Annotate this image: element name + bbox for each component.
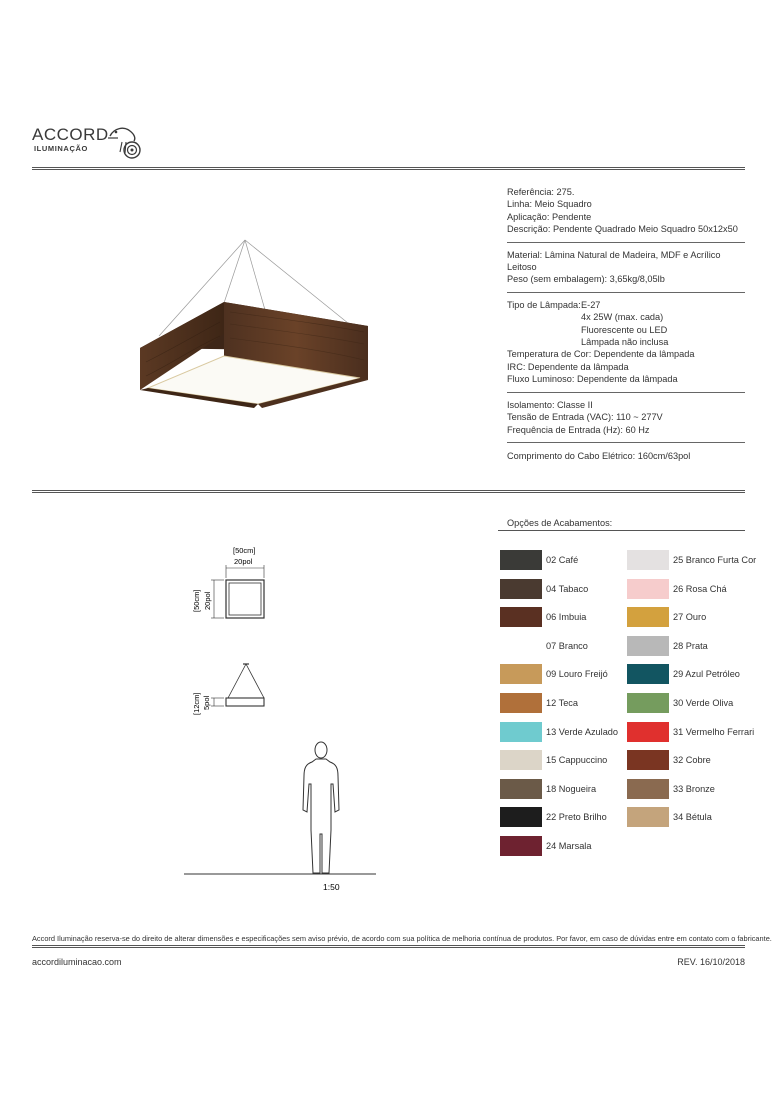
finish-swatch (500, 836, 542, 856)
human-scale-figure (303, 742, 339, 873)
spec-cabo: Comprimento do Cabo Elétrico: 160cm/63pol (507, 450, 691, 461)
finish-label: 12 Teca (546, 698, 579, 708)
finish-label: 15 Cappuccino (546, 755, 608, 765)
specifications (507, 186, 745, 462)
finishes-rule (498, 530, 745, 531)
finish-swatch (500, 693, 542, 713)
spec-tipo-lampada-label: Tipo de Lâmpada: (507, 299, 581, 310)
finish-swatch (627, 550, 669, 570)
dimension-diagrams (180, 540, 380, 900)
finish-label: 25 Branco Furta Cor (673, 555, 757, 565)
finish-label: 31 Vermelho Ferrari (673, 727, 755, 737)
finish-swatch (500, 579, 542, 599)
spec-referencia: Referência: 275. (507, 187, 575, 197)
pendant-lamp-image (134, 238, 374, 410)
footer-website: accordiluminacao.com (32, 957, 122, 967)
footer-revision: REV. 16/10/2018 (677, 957, 745, 967)
width-cm-label: [50cm] (233, 546, 256, 555)
finish-swatch (500, 636, 542, 656)
finish-label: 33 Bronze (673, 784, 715, 794)
section-rule (32, 490, 745, 493)
spec-lamp-type: Fluorescente ou LED (581, 324, 668, 335)
top-view-outer (226, 580, 264, 618)
finish-label: 29 Azul Petróleo (673, 669, 740, 679)
scale-label: 1:50 (323, 882, 340, 892)
finish-label: 26 Rosa Chá (673, 584, 727, 594)
finish-swatch (500, 722, 542, 742)
finish-label: 09 Louro Freijó (546, 669, 608, 679)
spec-lamp-power: 4x 25W (max. cada) (581, 312, 664, 323)
finish-label: 24 Marsala (546, 841, 592, 851)
finish-swatch (500, 807, 542, 827)
spec-identification (507, 186, 745, 243)
finish-label: 13 Verde Azulado (546, 727, 619, 737)
height-pol-label: 5pol (202, 695, 211, 710)
width-pol-label: 20pol (234, 557, 253, 566)
spec-tensao: Tensão de Entrada (VAC): 110 ~ 277V (507, 412, 663, 423)
spec-irc: IRC: Dependente da lâmpada (507, 361, 629, 372)
finish-label: 30 Verde Oliva (673, 698, 734, 708)
finish-swatch (627, 750, 669, 770)
spec-electrical-group (507, 399, 745, 443)
finish-swatch (627, 807, 669, 827)
footer-disclaimer: Accord Iluminação reserva-se do direito de alterar dimensões e especificações sem aviso prévio, de acordo com sua política de melhoria contínua de produtos. Por favor, em caso de dúvidas entre em contato com o fabricante. (32, 934, 772, 943)
depth-cm-label: [50cm] (192, 589, 201, 612)
spec-lamp-included: Lâmpada não inclusa (581, 337, 669, 348)
finish-swatch (627, 579, 669, 599)
spec-lamp-socket: E-27 (581, 299, 601, 310)
finish-swatch (627, 607, 669, 627)
finishes-title: Opções de Acabamentos: (507, 518, 613, 528)
finish-label: 04 Tabaco (546, 584, 589, 594)
finish-swatch (500, 779, 542, 799)
finish-swatch (627, 636, 669, 656)
finish-label: 27 Ouro (673, 612, 707, 622)
finish-swatch (627, 722, 669, 742)
side-view-body (226, 698, 264, 706)
spec-descricao: Descrição: Pendente Quadrado Meio Squadro 50x12x50 (507, 224, 738, 235)
spec-peso: Peso (sem embalagem): 3,65kg/8,05lb (507, 274, 665, 285)
brand-logo (32, 122, 144, 162)
depth-pol-label: 20pol (203, 591, 212, 610)
spec-temperatura: Temperatura de Cor: Dependente da lâmpada (507, 349, 695, 360)
spec-cable-group (507, 449, 745, 462)
finish-swatch (627, 664, 669, 684)
finish-swatch (627, 693, 669, 713)
brand-name: ACCORD (32, 125, 109, 144)
finish-label: 34 Bétula (673, 812, 712, 822)
chameleon-logo-icon (108, 122, 144, 160)
spec-frequencia: Frequência de Entrada (Hz): 60 Hz (507, 424, 650, 435)
footer-rule (32, 945, 745, 948)
finish-label: 07 Branco (546, 641, 588, 651)
finish-swatch (500, 550, 542, 570)
top-view-inner (229, 583, 261, 615)
finish-swatch (500, 607, 542, 627)
spec-aplicacao: Aplicação: Pendente (507, 211, 592, 222)
height-cm-label: [12cm] (192, 692, 201, 715)
spec-isolamento: Isolamento: Classe II (507, 399, 593, 410)
spec-fluxo: Fluxo Luminoso: Dependente da lâmpada (507, 374, 678, 385)
finish-swatch (627, 779, 669, 799)
finish-label: 22 Preto Brilho (546, 812, 607, 822)
finish-swatch (500, 750, 542, 770)
finish-label: 06 Imbuia (546, 612, 587, 622)
spec-material: Material: Lâmina Natural de Madeira, MDF e Acrílico Leitoso (507, 249, 721, 273)
finish-label: 02 Café (546, 555, 579, 565)
finish-label: 32 Cobre (673, 755, 711, 765)
spec-material-group (507, 249, 745, 293)
spec-linha: Linha: Meio Squadro (507, 199, 592, 210)
finish-label: 18 Nogueira (546, 784, 597, 794)
finish-label: 28 Prata (673, 641, 708, 651)
spec-lamp-group (507, 299, 745, 393)
header-rule (32, 167, 745, 170)
brand-subtitle: ILUMINAÇÃO (34, 144, 88, 153)
finish-swatch (500, 664, 542, 684)
